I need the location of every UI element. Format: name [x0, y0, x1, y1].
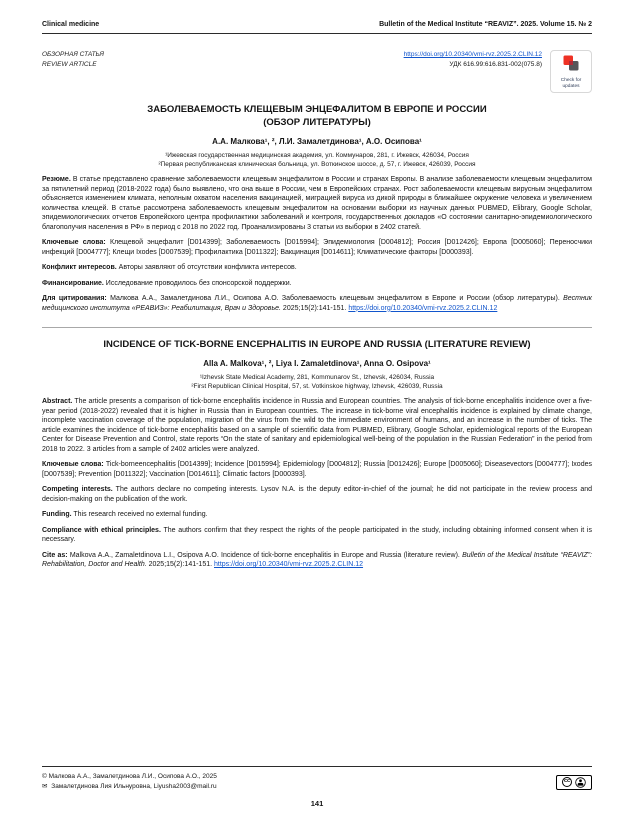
contact-email[interactable]: Liyusha2003@mail.ru [153, 783, 217, 790]
running-head-journal: Bulletin of the Medical Institute “REAVIZ”. 2025. Volume 15. № 2 [379, 21, 592, 28]
page-footer [42, 766, 592, 808]
copyright-line: © Малкова А.А., Замалетдинова Л.И., Осипова А.О., 2025 [42, 773, 217, 780]
conflict-of-interest-ru [42, 263, 592, 273]
abstract-ru-label: Резюме. [42, 176, 71, 184]
article-title-ru-line1: ЗАБОЛЕВАЕМОСТЬ КЛЕЩЕВЫМ ЭНЦЕФАЛИТОМ В ЕВРОПЕ И РОССИИ [147, 104, 487, 116]
article-title-en: INCIDENCE OF TICK-BORNE ENCEPHALITIS IN EUROPE AND RUSSIA (LITERATURE REVIEW) [103, 339, 531, 351]
article-type-en: REVIEW ARTICLE [42, 61, 97, 68]
abstract-ru [42, 175, 592, 232]
affiliation-en-1: ¹Izhevsk State Medical Academy, 281, Kommunarov St., Izhevsk, 426034, Russia [199, 374, 435, 382]
citation-ru [42, 294, 592, 313]
ethics-en-text: The authors confirm that they respect the rights of the people participated in the study, including obtaining informed consent when it is necessary. [42, 526, 592, 544]
citation-en-journal: Bulletin of the Medical Institute “REAVIZ”: Rehabilitation, Doctor and Health. [42, 551, 593, 569]
citation-ru-doi-link[interactable]: https://doi.org/10.20340/vmi-rvz.2025.2.CLIN.12 [348, 304, 498, 312]
header-rule [42, 33, 592, 34]
contact-line [42, 782, 217, 792]
funding-en-text: This research received no external funding. [71, 511, 208, 519]
cc-by-license-badge[interactable] [556, 775, 592, 790]
funding-ru-label: Финансирование. [42, 279, 104, 287]
citation-en-doi-link[interactable]: https://doi.org/10.20340/vmi-rvz.2025.2.CLIN.12 [214, 561, 364, 569]
contact-name: Замалетдинова Лия Ильнуровна, [51, 783, 152, 790]
cc-by-person-icon [575, 777, 586, 788]
page-number: 141 [310, 799, 324, 808]
citation-ru-text2: 2025;15(2):141-151. [280, 304, 349, 312]
authors-ru: А.А. Малкова¹, ², Л.И. Замалетдинова¹, А.О. Осипова¹ [212, 137, 422, 147]
funding-ru [42, 279, 592, 289]
article-meta [42, 50, 592, 93]
article-title-ru-line2: (ОБЗОР ЛИТЕРАТУРЫ) [263, 117, 371, 129]
funding-en-label: Funding. [42, 511, 72, 519]
keywords-en [42, 460, 592, 479]
footer-rule [42, 766, 592, 767]
article-title-ru [42, 103, 592, 129]
citation-en-text2: 2025;15(2):141-151. [146, 561, 214, 569]
citation-ru-text1: Малкова А.А., Замалетдинова Л.И., Осипова А.О. Заболеваемость клещевым энцефалитом в Европе и России (обзор литературы). [106, 295, 564, 303]
authors-en: Alla A. Malkova¹, ², Liya I. Zamaletdinova¹, Anna O. Osipova¹ [203, 359, 431, 369]
running-head [42, 20, 592, 29]
keywords-en-label: Ключевые слова: [42, 461, 104, 469]
running-head-section: Clinical medicine [42, 21, 100, 28]
section-divider [42, 327, 592, 328]
competing-en-text: The authors declare no competing interests. Lysov N.A. is the deputy editor-in-chief of the journal; he did not participate in the review process and decision-making on the publication of the work. [42, 486, 592, 503]
keywords-ru-text: Клещевой энцефалит [D014399]; Заболеваемость [D015994]; Эпидемиология [D004812]; Россия [D012426]; Европа [D005060]; Переносчики инфекций [D004777]; Клещи Ixodes [D007539]; Профилактика [D011322]; Вакцинация [D014611]; Климатические факторы [D000393]. [42, 239, 593, 256]
citation-en [42, 551, 592, 570]
crossmark-badge[interactable] [550, 50, 592, 93]
citation-en-label: Cite as: [42, 551, 68, 559]
ethics-en-label: Compliance with ethical principles. [42, 526, 161, 534]
funding-ru-text: Исследование проводилось без спонсорской поддержки. [103, 279, 292, 287]
keywords-ru-label: Ключевые слова: [42, 239, 106, 247]
envelope-icon: ✉ [42, 783, 48, 790]
abstract-en-label: Abstract. [42, 398, 73, 406]
crossmark-icon [563, 55, 579, 76]
udc-number: УДК 616.99:616.831-002(075.8) [449, 61, 542, 68]
footer-row [42, 772, 592, 792]
cc-icon: cc [562, 777, 572, 787]
citation-en-text1: Malkova A.A., Zamaletdinova L.I., Osipova A.O. Incidence of tick-borne encephalitis in Europe and Russia (literature review). [67, 551, 463, 559]
crossmark-label: Check for updates [560, 78, 582, 89]
article-ids-block [404, 50, 542, 70]
affiliation-ru-2: ²Первая республиканская клиническая больница, ул. Воткинское шоссе, д. 57, г. Ижевск, 426039, Россия [158, 161, 476, 169]
competing-en-label: Competing interests. [42, 486, 113, 494]
conflict-ru-text: Авторы заявляют об отсутствии конфликта интересов. [116, 264, 297, 272]
competing-interests-en [42, 485, 592, 504]
conflict-ru-label: Конфликт интересов. [42, 264, 117, 272]
abstract-ru-text: В статье представлено сравнение заболеваемости клещевым энцефалитом в России и странах Европы. В анализе заболеваемости клещевым энцефалитом за пятилетний период (2018-2022 года) было выявлено, что она выше в России, чем в Европейских странах. Рост заболеваемости клещевым вирусным энцефалитом объясняется изменением климата, неполным охватом населения вакцинацией, миграцией вируса из дикой природы в ближайшее окружение человека и увеличением количества клещей. В статье рассмотрена заболеваемость клещевым энцефалитом на основании выборки из научных данных PUBMED, Elibrary, Google Scholar, эпидемиологических отчетов Европейского центра профилактики заболеваний и контроля, государственных докладов «О состоянии санитарно-эпидемиологического благополучия населения в РФ» в период с 2018 по 2022 год. Проанализированы 3 статьи из выборки в 2402 статей. [42, 176, 592, 231]
doi-link[interactable]: https://doi.org/10.20340/vmi-rvz.2025.2.CLIN.12 [403, 51, 542, 58]
citation-ru-label: Для цитирования: [42, 295, 107, 303]
funding-en [42, 510, 592, 520]
affiliation-en-2: ²First Republican Clinical Hospital, 57, st. Votkinskoe highway, Izhevsk, 426039, Russia [191, 383, 443, 391]
ethics-compliance-en [42, 526, 592, 545]
article-type-block [42, 50, 104, 70]
citation-ru-journal: Вестник медицинского института «РЕАВИЗ»: Реабилитация, Врач и Здоровье. [42, 295, 592, 312]
abstract-en-text: The article presents a comparison of tick-borne encephalitis incidence in Russia and European countries. The analysis of tick-borne encephalitis incidence over a five-year period (2018-2022) revealed that it is higher in Russia than in European countries. The increase in tick-borne viral encephalitis incidence is explained by climate change, incomplete vaccination coverage of the population, migration of the virus from the wild to the immediate environment of humans, and an increase in the number of ticks. The article examines the incidence of tick-borne encephalitis based on a sample of scientific data from PUBMED, Elibrary, Google Scholar, epidemiological reports of the European Center for Disease Prevention and Control, state reports “On the state of sanitary and epidemiological well-being of the population in the Russian Federation” in the period from 2018 to 2022. 3 articles from a sample of 2402 articles were analyzed. [42, 398, 592, 453]
affiliation-ru-1: ¹Ижевская государственная медицинская академия, ул. Коммунаров, 281, г. Ижевск, 426034, Россия [165, 152, 469, 160]
keywords-ru [42, 238, 592, 257]
article-type-ru: ОБЗОРНАЯ СТАТЬЯ [42, 51, 104, 58]
abstract-en [42, 397, 592, 454]
footer-text-block [42, 772, 217, 792]
keywords-en-text: Tick-borneencephalitis [D014399]; Incidence [D015994]; Epidemiology [D004812]; Russia [D012426]; Europe [D005060]; Diseasevectors [D004777]; Ixodes [D007539]; Prevention [D011322]; Vaccination [D014611]; Climatic factors [D000393]. [42, 461, 592, 478]
